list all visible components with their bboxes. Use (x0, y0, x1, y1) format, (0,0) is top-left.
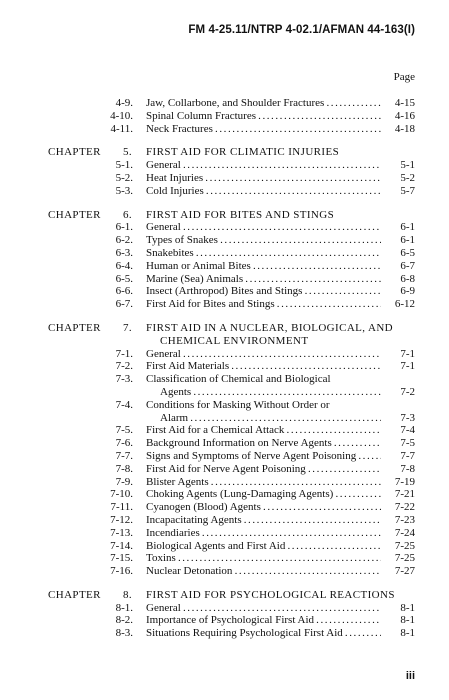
section-title: Alarm . . . (160, 412, 381, 425)
document-header: FM 4-25.11/NTRP 4-02.1/AFMAN 44-163(I) (188, 24, 415, 36)
section-number: 5-2. (115, 171, 133, 184)
toc-entry-row (0, 602, 449, 615)
toc-entry-row (0, 172, 449, 185)
page-number: 6-9 (400, 285, 415, 298)
section-title: CHEMICAL ENVIRONMENT (160, 334, 309, 347)
toc-chapter-row (0, 146, 449, 159)
page-number: 7-27 (394, 565, 415, 578)
chapter-word: CHAPTER (48, 208, 101, 221)
section-title: Incapacitating Agents . . . (146, 514, 381, 527)
toc-entry-row (0, 514, 449, 527)
chapter-number: 8. (122, 588, 132, 601)
page-number: 8-1 (400, 614, 415, 627)
section-number: 7-16. (110, 565, 133, 578)
page-number: 6-7 (400, 259, 415, 272)
page-number: 7-1 (400, 347, 415, 360)
toc-entry-row (0, 373, 449, 386)
page-number: 6-1 (400, 221, 415, 234)
section-title: Situations Requiring Psychological First Aid . . . (146, 627, 381, 640)
section-number: 7-3. (115, 373, 133, 386)
section-title: Toxins . . . (146, 552, 381, 565)
section-title: First Aid for a Chemical Attack . . . (146, 424, 381, 437)
section-title: First Aid for Bites and Stings . . . (146, 298, 381, 311)
section-number: 7-10. (110, 488, 133, 501)
section-number: 7-4. (115, 398, 133, 411)
toc-entry-row (0, 540, 449, 553)
section-title: Cyanogen (Blood) Agents . . . (146, 501, 381, 514)
page-number: 4-15 (394, 97, 415, 109)
toc-entry-row (0, 97, 449, 110)
page-number: 4-18 (394, 122, 415, 135)
section-title: Importance of Psychological First Aid . . . (146, 614, 381, 627)
page-number: 7-24 (394, 526, 415, 539)
toc-entry-row (0, 123, 449, 136)
section-title: General . . . (146, 221, 381, 234)
section-title: Agents . . . (160, 386, 381, 399)
page-column-label: Page (393, 71, 415, 83)
page-number: 7-23 (394, 513, 415, 526)
toc-entry-row (0, 614, 449, 627)
section-title: General . . . (146, 348, 381, 361)
toc-entry-row (0, 527, 449, 540)
toc-entry-row (0, 565, 449, 578)
chapter-title: FIRST AID IN A NUCLEAR, BIOLOGICAL, AND (146, 321, 394, 334)
toc-entry-row (0, 412, 449, 425)
chapter-title: FIRST AID FOR PSYCHOLOGICAL REACTIONS (146, 588, 395, 601)
toc-chapter-row (0, 322, 449, 335)
page-folio: iii (405, 670, 415, 682)
section-number: 7-1. (115, 347, 133, 360)
page-number: 7-7 (400, 449, 415, 462)
page-number: 7-5 (400, 437, 415, 450)
toc-entry-row (0, 488, 449, 501)
toc-entry-row (0, 221, 449, 234)
page-number: 7-1 (400, 360, 415, 373)
section-title: Classification of Chemical and Biological (146, 373, 331, 386)
section-title: Background Information on Nerve Agents . . . (146, 437, 381, 450)
section-title: Neck Fractures . . . (146, 123, 381, 136)
page-number: 5-7 (400, 184, 415, 197)
section-title: Marine (Sea) Animals . . . (146, 273, 381, 286)
page-number: 7-22 (394, 501, 415, 514)
section-title: General . . . (146, 159, 381, 172)
section-title: Nuclear Detonation . . . (146, 565, 381, 578)
section-number: 7-7. (115, 449, 133, 462)
toc-entry-row (0, 185, 449, 198)
toc-entry-row (0, 552, 449, 565)
chapter-word: CHAPTER (48, 321, 101, 334)
section-number: 7-2. (115, 360, 133, 373)
section-title: General . . . (146, 602, 381, 615)
section-number: 8-2. (115, 614, 133, 627)
page-number: 5-2 (400, 171, 415, 184)
section-number: 5-3. (115, 184, 133, 197)
toc-entry-row (0, 247, 449, 260)
toc-entry-row (0, 399, 449, 412)
section-number: 7-9. (115, 475, 133, 488)
section-number: 4-9. (115, 97, 133, 109)
section-title: First Aid for Nerve Agent Poisoning . . . (146, 463, 381, 476)
section-title: Spinal Column Fractures . . . (146, 110, 381, 123)
section-number: 6-6. (115, 285, 133, 298)
chapter-word: CHAPTER (48, 588, 101, 601)
toc-entry-row (0, 335, 449, 348)
page-number: 7-19 (394, 475, 415, 488)
page-number: 6-8 (400, 272, 415, 285)
page-number: 4-16 (394, 109, 415, 122)
section-number: 7-12. (110, 513, 133, 526)
toc-entry-row (0, 437, 449, 450)
toc-entry-row (0, 476, 449, 489)
toc-chapter-row (0, 589, 449, 602)
section-title: Jaw, Collarbone, and Shoulder Fractures . . . (146, 97, 381, 110)
toc-entry-row (0, 501, 449, 514)
toc-entry-row (0, 348, 449, 361)
page-number: 7-25 (394, 539, 415, 552)
section-number: 7-8. (115, 462, 133, 475)
section-number: 7-14. (110, 539, 133, 552)
toc-entry-row (0, 298, 449, 311)
toc-entry-row (0, 159, 449, 172)
toc-entry-row (0, 260, 449, 273)
toc-entry-row (0, 110, 449, 123)
toc-entry-row (0, 360, 449, 373)
chapter-number: 7. (122, 321, 132, 334)
section-title: Blister Agents . . . (146, 476, 381, 489)
toc-entry-row (0, 273, 449, 286)
section-title: Incendiaries . . . (146, 527, 381, 540)
section-title: Choking Agents (Lung-Damaging Agents) . . . (146, 488, 381, 501)
page-number: 7-3 (400, 411, 415, 424)
section-number: 6-2. (115, 234, 133, 247)
page-number: 7-4 (400, 424, 415, 437)
chapter-number: 5. (122, 146, 132, 159)
toc-entry-row (0, 285, 449, 298)
page-number: 6-12 (394, 298, 415, 311)
chapter-title: FIRST AID FOR BITES AND STINGS (146, 208, 335, 221)
section-number: 7-15. (110, 552, 133, 565)
section-title: Insect (Arthropod) Bites and Stings . . . (146, 285, 381, 298)
section-number: 4-10. (110, 109, 133, 122)
section-title: First Aid Materials . . . (146, 360, 381, 373)
section-title: Heat Injuries . . . (146, 172, 381, 185)
toc-entry-row (0, 627, 449, 640)
section-number: 6-3. (115, 246, 133, 259)
section-number: 7-5. (115, 424, 133, 437)
toc-entry-row (0, 386, 449, 399)
section-title: Snakebites . . . (146, 247, 381, 260)
toc-chapter-row (0, 209, 449, 222)
section-title: Signs and Symptoms of Nerve Agent Poisoning . . . (146, 450, 381, 463)
toc-entry-row (0, 463, 449, 476)
section-title: Biological Agents and First Aid . . . (146, 540, 381, 553)
toc-entry-row (0, 234, 449, 247)
page-number: 5-1 (400, 159, 415, 172)
section-number: 8-3. (115, 627, 133, 640)
section-number: 7-6. (115, 437, 133, 450)
toc-entry-row (0, 424, 449, 437)
section-number: 7-11. (110, 501, 133, 514)
section-number: 7-13. (110, 526, 133, 539)
section-title: Cold Injuries . . . (146, 185, 381, 198)
page-number: 7-21 (394, 488, 415, 501)
page-number: 6-1 (400, 234, 415, 247)
table-of-contents (0, 97, 449, 640)
page-number: 7-8 (400, 462, 415, 475)
page-number: 7-2 (400, 385, 415, 398)
section-title: Human or Animal Bites . . . (146, 260, 381, 273)
section-title: Types of Snakes . . . (146, 234, 381, 247)
page-number: 7-25 (394, 552, 415, 565)
page-number: 8-1 (400, 601, 415, 614)
section-number: 6-7. (115, 298, 133, 311)
section-number: 6-5. (115, 272, 133, 285)
chapter-word: CHAPTER (48, 146, 101, 159)
section-number: 4-11. (110, 122, 133, 135)
toc-entry-row (0, 450, 449, 463)
page-number: 6-5 (400, 246, 415, 259)
page-number: 8-1 (400, 627, 415, 640)
chapter-number: 6. (122, 208, 132, 221)
section-number: 5-1. (115, 159, 133, 172)
section-number: 6-1. (115, 221, 133, 234)
section-number: 6-4. (115, 259, 133, 272)
chapter-title: FIRST AID FOR CLIMATIC INJURIES (146, 146, 340, 159)
section-title: Conditions for Masking Without Order or (146, 398, 330, 411)
section-number: 8-1. (115, 601, 133, 614)
